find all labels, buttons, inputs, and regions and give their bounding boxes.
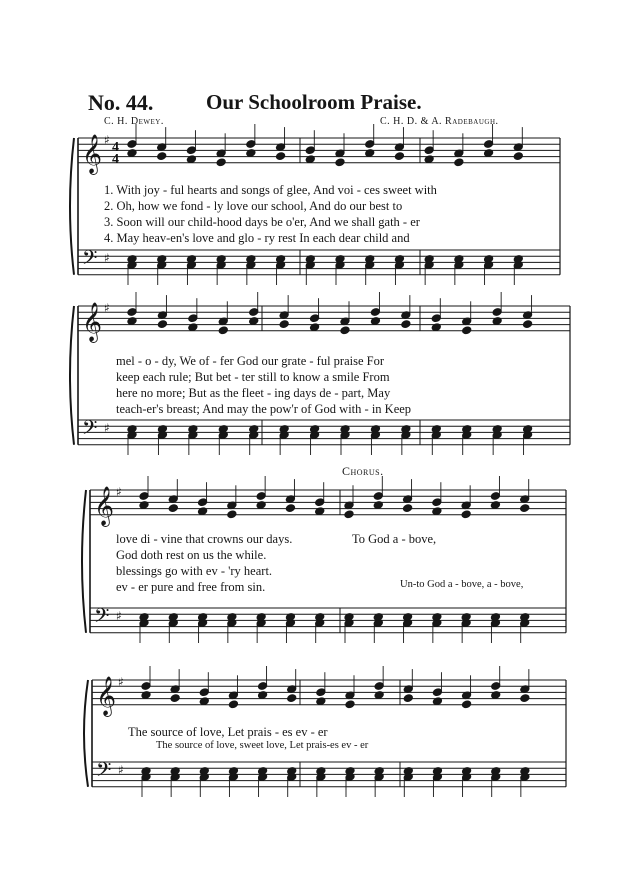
system-brace	[82, 490, 86, 633]
system3-verse4: ev - er pure and free from sin.	[116, 580, 266, 594]
treble-note	[374, 682, 384, 691]
treble-note	[316, 688, 326, 697]
system2-verse3: here no more; But as the fleet - ing days de - part, May	[116, 386, 391, 400]
hymn-number: No. 44.	[88, 90, 154, 115]
treble-note	[305, 146, 315, 155]
treble-note	[127, 308, 137, 317]
treble-note	[170, 694, 180, 703]
treble-note	[484, 140, 494, 149]
treble-note	[373, 492, 383, 501]
treble-note	[520, 504, 530, 513]
treble-note	[188, 314, 198, 323]
chorus-upper-voices-1: To God a - bove,	[352, 532, 437, 546]
treble-note	[513, 152, 523, 161]
treble-note	[246, 140, 256, 149]
treble-note	[344, 510, 354, 519]
treble-note	[198, 498, 208, 507]
composer-credit: C. H. D. & A. Radebaugh.	[380, 116, 499, 127]
system2-verse2: keep each rule; But bet - ter still to know a smile From	[116, 370, 390, 384]
chorus-label: Chorus.	[342, 464, 384, 478]
treble-note	[276, 152, 286, 161]
treble-note	[227, 510, 237, 519]
treble-note	[462, 326, 472, 335]
treble-note	[370, 308, 380, 317]
treble-note	[157, 320, 167, 329]
sharp-icon: ♯	[116, 609, 122, 623]
treble-note	[218, 326, 228, 335]
treble-note	[340, 326, 350, 335]
treble-note	[462, 700, 472, 709]
treble-note	[157, 152, 167, 161]
treble-note	[285, 504, 295, 513]
treble-note	[394, 152, 404, 161]
bass-clef-icon: 𝄢	[82, 246, 98, 274]
treble-clef-icon: 𝄞	[96, 675, 117, 716]
treble-note	[258, 682, 268, 691]
treble-note	[168, 504, 178, 513]
system-brace	[70, 138, 74, 275]
treble-note	[310, 314, 320, 323]
treble-note	[279, 320, 289, 329]
treble-note	[249, 308, 259, 317]
treble-note	[127, 140, 137, 149]
treble-clef-icon: 𝄞	[82, 301, 103, 342]
treble-note	[287, 694, 297, 703]
treble-note	[256, 492, 266, 501]
sharp-icon: ♯	[104, 421, 110, 435]
treble-note	[520, 694, 530, 703]
system3-verse3: blessings go with ev - 'ry heart.	[116, 564, 273, 578]
treble-note	[490, 492, 500, 501]
treble-note	[491, 682, 501, 691]
hymn-title: Our Schoolroom Praise.	[206, 90, 422, 114]
treble-note	[335, 158, 345, 167]
chorus-upper-voices-2: The source of love, Let prais - es ev - er	[128, 725, 328, 739]
treble-note	[345, 700, 355, 709]
time-signature-top: 4	[112, 140, 119, 155]
treble-note	[492, 308, 502, 317]
treble-note	[365, 140, 375, 149]
system1-verse1: 1. With joy - ful hearts and songs of glee, And voi - ces sweet with	[104, 183, 437, 197]
sharp-icon: ♯	[104, 301, 110, 315]
sharp-icon: ♯	[104, 251, 110, 265]
treble-note	[141, 682, 151, 691]
lyricist-credit: C. H. Dewey.	[104, 116, 164, 127]
chorus-lower-voices-2: The source of love, sweet love, Let prais-es ev - er	[156, 740, 369, 751]
bass-clef-icon: 𝄢	[94, 604, 110, 632]
system3-verse2: God doth rest on us the while.	[116, 548, 267, 562]
chorus-lower-voices-1: Un-to God a - bove, a - bove,	[400, 579, 524, 590]
treble-note	[461, 510, 471, 519]
bass-clef-icon: 𝄢	[96, 758, 112, 786]
bass-clef-icon: 𝄢	[82, 416, 98, 444]
treble-note	[403, 504, 413, 513]
system2-verse1: mel - o - dy, We of - fer God our grate - ful praise For	[116, 354, 385, 368]
system-brace	[70, 306, 74, 445]
treble-note	[228, 700, 238, 709]
treble-note	[199, 688, 209, 697]
sharp-icon: ♯	[116, 485, 122, 499]
treble-note	[432, 498, 442, 507]
system1-verse2: 2. Oh, how we fond - ly love our school, And do our best to	[104, 199, 403, 213]
treble-note	[315, 498, 325, 507]
treble-note	[186, 146, 196, 155]
treble-note	[424, 146, 434, 155]
system-brace	[84, 680, 88, 787]
sharp-icon: ♯	[118, 763, 124, 777]
treble-note	[401, 320, 411, 329]
time-signature-bottom: 4	[112, 152, 119, 167]
treble-note	[403, 694, 413, 703]
treble-note	[431, 314, 441, 323]
treble-note	[454, 158, 464, 167]
system1-verse4: 4. May heav-en's love and glo - ry rest In each dear child and	[104, 231, 410, 245]
treble-note	[216, 158, 226, 167]
treble-note	[432, 688, 442, 697]
sharp-icon: ♯	[104, 133, 110, 147]
system2-verse4: teach-er's breast; And may the pow'r of God with - in Keep	[116, 402, 412, 416]
system1-verse3: 3. Soon will our child-hood days be o'er, And we shall gath - er	[104, 215, 420, 229]
treble-note	[139, 492, 149, 501]
treble-clef-icon: 𝄞	[82, 133, 103, 174]
sharp-icon: ♯	[118, 675, 124, 689]
treble-note	[523, 320, 533, 329]
treble-clef-icon: 𝄞	[94, 485, 115, 526]
system3-verse1: love di - vine that crowns our days.	[116, 532, 293, 546]
